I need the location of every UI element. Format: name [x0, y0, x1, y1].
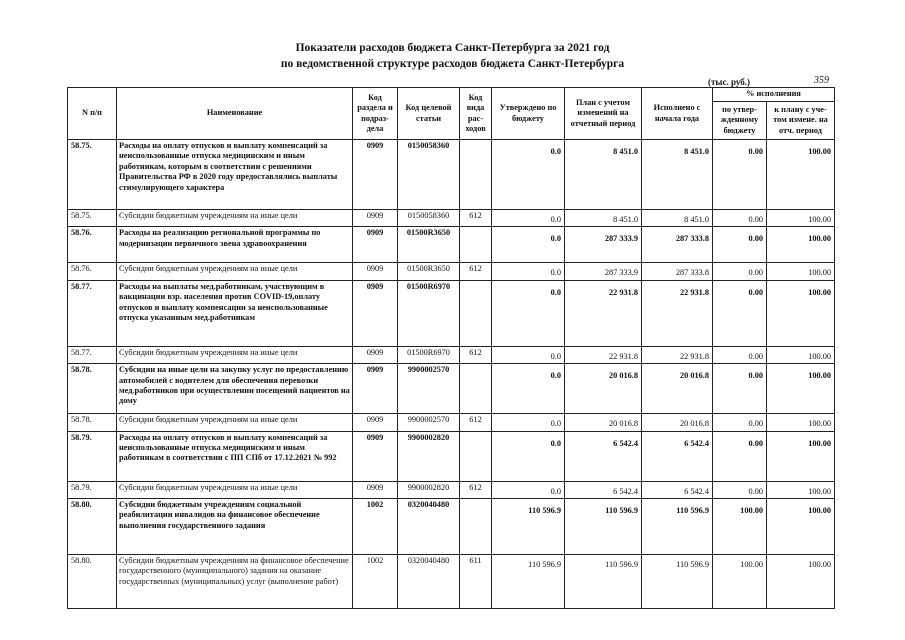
- row-number: 58.78.: [68, 364, 117, 414]
- row-number: 58.80.: [68, 555, 117, 609]
- row-number: 58.75.: [68, 210, 117, 227]
- row-section-code: 1002: [353, 555, 398, 609]
- header-num: N п/п: [68, 88, 117, 140]
- row-section-code: 0909: [353, 364, 398, 414]
- header-pct-approved: по утвер-жденному бюджету: [713, 102, 767, 140]
- row-section-code: 0909: [353, 263, 398, 280]
- row-section-code: 1002: [353, 499, 398, 555]
- row-number: 58.76.: [68, 227, 117, 263]
- table-row: [68, 263, 835, 280]
- row-plan: 110 596.9: [565, 499, 642, 555]
- table-row: [68, 210, 835, 227]
- header-target-code: Код целевой статьи: [398, 88, 460, 140]
- row-name: Субсидии бюджетным учреждениям на иные цели: [117, 481, 353, 498]
- row-pct-approved: 0.00: [713, 140, 767, 210]
- row-pct-plan: 100.00: [767, 280, 835, 346]
- table-row: [68, 364, 835, 414]
- row-name: Субсидии бюджетным учреждениям социальной реабилитации инвалидов на финансовое обеспечение выполнения государственного задания: [117, 499, 353, 555]
- header-plan: План с учетом изменений на отчетный период: [565, 88, 642, 140]
- row-kind-code: 612: [460, 414, 492, 431]
- row-target-code: 0150058360: [398, 210, 460, 227]
- row-kind-code: [460, 280, 492, 346]
- report-title-line1: Показатели расходов бюджета Санкт-Петербурга за 2021 год: [295, 42, 610, 54]
- row-name: Субсидии бюджетным учреждениям на иные цели: [117, 346, 353, 363]
- table-row: [68, 481, 835, 498]
- row-done: 287 333.8: [642, 227, 713, 263]
- row-section-code: 0909: [353, 431, 398, 481]
- row-approved: 0.0: [492, 280, 565, 346]
- row-name: Расходы на оплату отпусков и выплату компенсаций за неиспользованные отпуска медицинским и иным работникам в соответствии с ПП СПб от 17.12.2021 № 992: [117, 431, 353, 481]
- header-section-code: Код раздела и подраз-дела: [353, 88, 398, 140]
- table-row: [68, 140, 835, 210]
- header-name: Наименование: [117, 88, 353, 140]
- row-kind-code: 612: [460, 263, 492, 280]
- row-approved: 0.0: [492, 364, 565, 414]
- row-target-code: 9900002820: [398, 481, 460, 498]
- row-done: 6 542.4: [642, 431, 713, 481]
- row-pct-approved: 100.00: [713, 555, 767, 609]
- row-done: 8 451.0: [642, 140, 713, 210]
- row-kind-code: 612: [460, 210, 492, 227]
- header-approved: Утверждено по бюджету: [492, 88, 565, 140]
- row-name: Субсидии бюджетным учреждениям на финансовое обеспечение государственного (муниципального) задания на оказание государственных (муниципальных) услуг (выполнение работ): [117, 555, 353, 609]
- row-number: 58.77.: [68, 346, 117, 363]
- row-done: 20 016.8: [642, 364, 713, 414]
- row-plan: 6 542.4: [565, 431, 642, 481]
- row-pct-plan: 100.00: [767, 346, 835, 363]
- row-target-code: 9900002570: [398, 414, 460, 431]
- row-number: 58.76.: [68, 263, 117, 280]
- row-approved: 0.0: [492, 263, 565, 280]
- row-pct-approved: 0.00: [713, 431, 767, 481]
- row-pct-plan: 100.00: [767, 140, 835, 210]
- row-pct-plan: 100.00: [767, 263, 835, 280]
- row-pct-approved: 0.00: [713, 414, 767, 431]
- row-pct-plan: 100.00: [767, 555, 835, 609]
- row-approved: 0.0: [492, 431, 565, 481]
- row-name: Расходы на реализацию региональной программы по модернизации первичного звена здравоохранения: [117, 227, 353, 263]
- row-pct-approved: 0.00: [713, 263, 767, 280]
- row-section-code: 0909: [353, 210, 398, 227]
- row-pct-plan: 100.00: [767, 227, 835, 263]
- row-kind-code: [460, 140, 492, 210]
- row-plan: 22 931.8: [565, 280, 642, 346]
- header-done: Исполнено с начала года: [642, 88, 713, 140]
- row-target-code: 01500R6970: [398, 280, 460, 346]
- row-plan: 287 333.9: [565, 227, 642, 263]
- row-pct-approved: 0.00: [713, 364, 767, 414]
- row-pct-plan: 100.00: [767, 431, 835, 481]
- table-row: [68, 414, 835, 431]
- row-pct-plan: 100.00: [767, 210, 835, 227]
- row-target-code: 01500R3650: [398, 263, 460, 280]
- row-pct-plan: 100.00: [767, 414, 835, 431]
- row-kind-code: 612: [460, 481, 492, 498]
- page-number: 359: [814, 75, 829, 86]
- row-approved: 110 596.9: [492, 555, 565, 609]
- row-target-code: 0320040480: [398, 555, 460, 609]
- row-done: 110 596.9: [642, 499, 713, 555]
- table-row: [68, 499, 835, 555]
- row-pct-plan: 100.00: [767, 364, 835, 414]
- row-section-code: 0909: [353, 346, 398, 363]
- row-section-code: 0909: [353, 140, 398, 210]
- header-kind-code: Код вида рас-ходов: [460, 88, 492, 140]
- row-pct-approved: 100.00: [713, 499, 767, 555]
- units-label: (тыс. руб.): [708, 77, 750, 87]
- row-done: 110 596.9: [642, 555, 713, 609]
- report-title-line2: по ведомственной структуре расходов бюджета Санкт-Петербурга: [280, 58, 625, 70]
- row-pct-approved: 0.00: [713, 346, 767, 363]
- row-number: 58.79.: [68, 481, 117, 498]
- row-section-code: 0909: [353, 481, 398, 498]
- row-name: Субсидии на иные цели на закупку услуг по предоставлению автомобилей с водителем для обеспечения перевозки мед.работников при осуществлении посещений пациентов на дому: [117, 364, 353, 414]
- row-done: 22 931.8: [642, 346, 713, 363]
- row-plan: 22 931.8: [565, 346, 642, 363]
- row-done: 6 542.4: [642, 481, 713, 498]
- table-row: [68, 227, 835, 263]
- row-section-code: 0909: [353, 227, 398, 263]
- header-percent: % исполнения: [713, 88, 835, 102]
- row-approved: 0.0: [492, 414, 565, 431]
- row-section-code: 0909: [353, 414, 398, 431]
- row-kind-code: [460, 499, 492, 555]
- row-plan: 287 333.9: [565, 263, 642, 280]
- row-number: 58.79.: [68, 431, 117, 481]
- row-done: 22 931.8: [642, 280, 713, 346]
- row-kind-code: 611: [460, 555, 492, 609]
- row-plan: 20 016.8: [565, 364, 642, 414]
- budget-table: [67, 87, 835, 609]
- row-name: Расходы на выплаты мед.работникам, участвующим в вакцинации взр. населения против COVID-19,оплату отпусков и выплату компенсации за неиспользованные отпуска указанным мед.работникам: [117, 280, 353, 346]
- row-kind-code: [460, 364, 492, 414]
- row-kind-code: [460, 431, 492, 481]
- row-target-code: 9900002570: [398, 364, 460, 414]
- row-target-code: 01500R3650: [398, 227, 460, 263]
- row-name: Расходы на оплату отпусков и выплату компенсаций за неиспользованные отпуска медицинским и иным работникам, которым в соответствии с решениями Правительства РФ в 2020 году предоставлялись выплаты стимулирующего характера: [117, 140, 353, 210]
- row-pct-approved: 0.00: [713, 280, 767, 346]
- row-target-code: 01500R6970: [398, 346, 460, 363]
- row-target-code: 0150058360: [398, 140, 460, 210]
- row-pct-plan: 100.00: [767, 499, 835, 555]
- row-approved: 0.0: [492, 140, 565, 210]
- row-plan: 8 451.0: [565, 140, 642, 210]
- row-approved: 0.0: [492, 481, 565, 498]
- row-pct-approved: 0.00: [713, 227, 767, 263]
- row-target-code: 9900002820: [398, 431, 460, 481]
- row-plan: 6 542.4: [565, 481, 642, 498]
- row-pct-approved: 0.00: [713, 481, 767, 498]
- table-row: [68, 346, 835, 363]
- row-name: Субсидии бюджетным учреждениям на иные цели: [117, 210, 353, 227]
- table-row: [68, 431, 835, 481]
- row-done: 20 016.8: [642, 414, 713, 431]
- row-number: 58.75.: [68, 140, 117, 210]
- row-plan: 110 596.9: [565, 555, 642, 609]
- row-number: 58.80.: [68, 499, 117, 555]
- row-section-code: 0909: [353, 280, 398, 346]
- row-approved: 0.0: [492, 227, 565, 263]
- row-number: 58.77.: [68, 280, 117, 346]
- header-pct-plan: к плану с уче-том измене. на отч. период: [767, 102, 835, 140]
- row-done: 8 451.0: [642, 210, 713, 227]
- row-approved: 0.0: [492, 346, 565, 363]
- row-approved: 110 596.9: [492, 499, 565, 555]
- row-kind-code: [460, 227, 492, 263]
- row-name: Субсидии бюджетным учреждениям на иные цели: [117, 263, 353, 280]
- table-row: [68, 280, 835, 346]
- row-plan: 20 016.8: [565, 414, 642, 431]
- row-approved: 0.0: [492, 210, 565, 227]
- row-target-code: 0320040480: [398, 499, 460, 555]
- row-plan: 8 451.0: [565, 210, 642, 227]
- row-pct-plan: 100.00: [767, 481, 835, 498]
- row-number: 58.78.: [68, 414, 117, 431]
- row-pct-approved: 0.00: [713, 210, 767, 227]
- table-row: [68, 555, 835, 609]
- row-done: 287 333.8: [642, 263, 713, 280]
- row-kind-code: 612: [460, 346, 492, 363]
- row-name: Субсидии бюджетным учреждениям на иные цели: [117, 414, 353, 431]
